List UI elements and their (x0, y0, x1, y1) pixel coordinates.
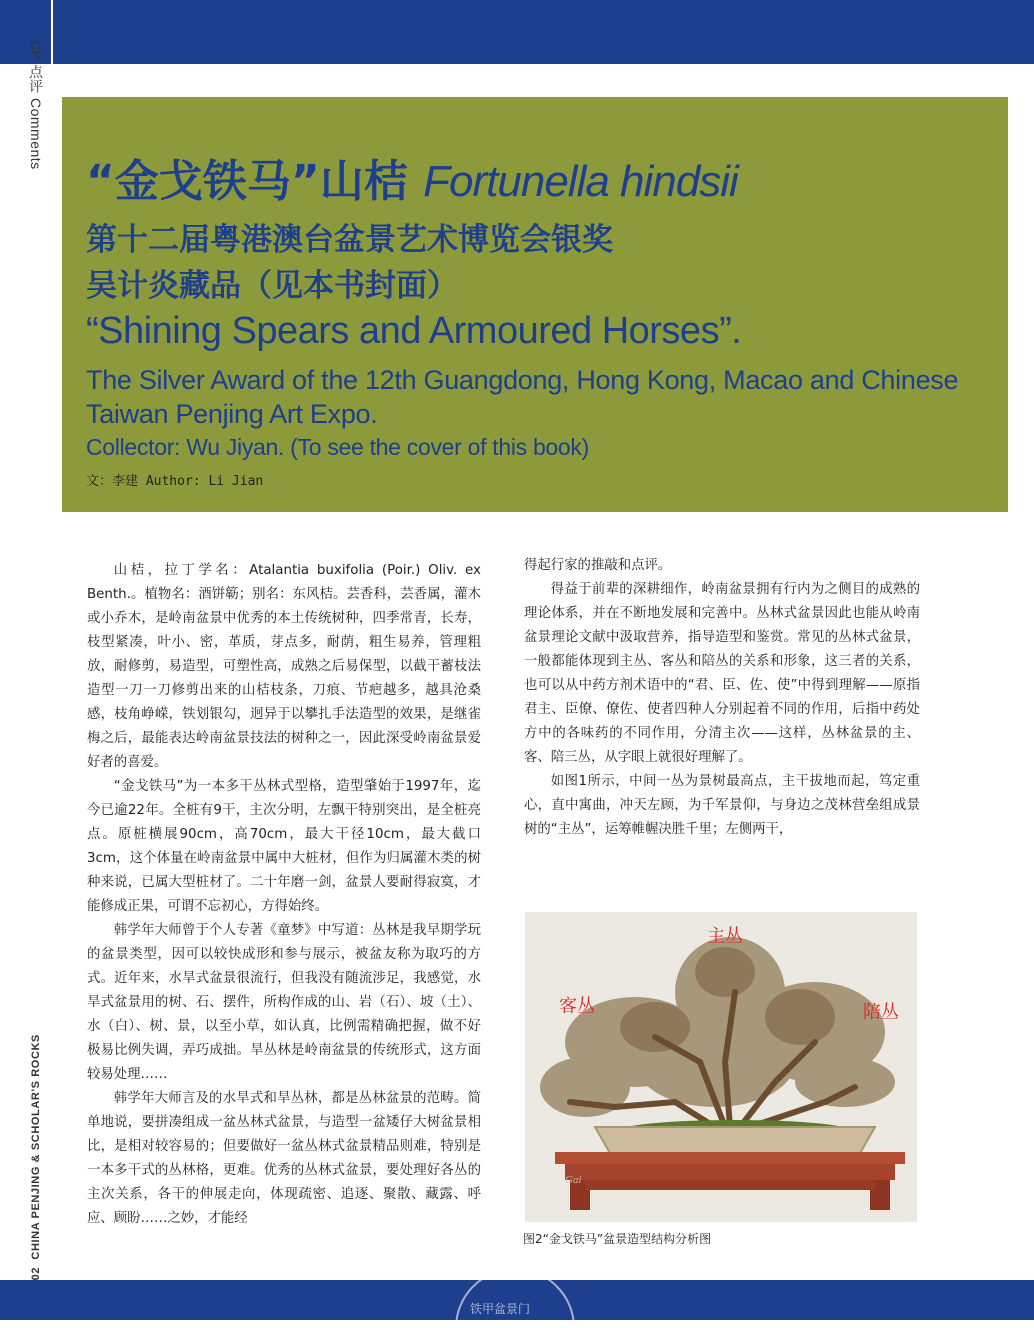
paragraph: “金戈铁马”为一本多干丛林式型格，造型肇始于1997年，迄今已逾22年。全桩有9干，主次分明，左飘干特别突出，是全桩亮点。原桩横展90cm，高70cm，最大干径10cm，最大截口3cm，这个体量在岭南盆景中属中大桩材，但作为归属灌木类的树种来说，已属大型桩材了。二十年磨一剑，盆景人要耐得寂寞，才能修成正果，可谓不忘初心，方得始终。 (87, 779, 481, 914)
bonsai-figure (525, 912, 917, 1222)
magazine-title: CHINA PENJING & SCHOLAR'S ROCKS (30, 1033, 42, 1260)
title-panel (62, 97, 1008, 512)
figure-caption: 图2“金戈铁马”盆景造型结构分析图 (523, 1232, 712, 1246)
title-latin-name: Fortunella hindsii (423, 157, 738, 206)
subtitle-award-english: The Silver Award of the 12th Guangdong, Hong Kong, Macao and Chinese Taiwan Penjing Art Expo. (86, 365, 959, 429)
label-main-cluster: 主丛 (707, 926, 743, 947)
title-chinese (86, 145, 738, 209)
paragraph: 韩学年大师曾于个人专著《童梦》中写道：丛林是我早期学玩的盆景类型，因可以较快成形和参与展示，被盆友称为取巧的方式。近年来，水旱式盆景很流行，但我没有随流涉足，我感觉，水旱式盆景用的树、石、摆件，所构作成的山、岩（石）、坡（土）、水（白）、树、景，以至小草，如认真，比例需精确把握，做不好极易比例失调，弄巧成拙。旱丛林是岭南盆景的传统形式，这方面较易处理…… (87, 923, 481, 1082)
body-column-left (87, 559, 481, 1231)
section-tab (24, 40, 48, 210)
section-tab-label: CP 点评 Comments (28, 40, 44, 170)
paragraph: 韩学年大师言及的水旱式和旱丛林，都是丛林盆景的范畴。简单地说，要拼凑组成一盆丛林式盆景，与造型一盆矮仔大树盆景相比，是相对较容易的；但要做好一盆丛林式盆景精品则难，特别是一本多干式的丛林格，更难。优秀的丛林式盆景，要处理好各丛的主次关系，各干的伸展走向，体现疏密、追逐、聚散、藏露、呼应、顾盼……之妙，才能经 (87, 1091, 481, 1226)
page-number: 02 (30, 1266, 42, 1280)
body-column-right (524, 554, 920, 842)
magazine-side-text (30, 1034, 42, 1280)
subtitle-award-chinese: 第十二届粤港澳台盆景艺术博览会银奖 (86, 222, 613, 258)
watermark-seal-icon (455, 1268, 575, 1328)
paragraph: 如图1所示，中间一丛为景树最高点，主干拔地而起，笃定重心，直中寓曲，冲天左顾，为千军景仰，与身边之茂林营垒组成景树的“主丛”，运筹帷幄决胜千里；左侧两干， (524, 774, 920, 837)
watermark-text: 铁甲盆景门 (470, 1302, 531, 1316)
paragraph: 得益于前辈的深耕细作，岭南盆景拥有行内为之侧目的成熟的理论体系，并在不断地发展和完善中。丛林式盆景因此也能从岭南盆景理论文献中汲取营养，指导造型和鉴赏。常见的丛林式盆景，一般都能体现到主丛、客丛和陪丛的关系和形象，这三者的关系，也可以从中药方剂术语中的“君、臣、佐、使”中得到理解——原指君主、臣僚、僚佐、使者四种人分别起着不同的作用，后指中药处方中的各味药的不同作用，分清主次——这样，丛林盆景的主、客、陪三丛，从字眼上就很好理解了。 (524, 582, 920, 765)
side-divider (51, 0, 53, 64)
subtitle-collector-chinese: 吴计炎藏品（见本书封面） (86, 268, 458, 304)
paragraph: 得起行家的推敲和点评。 (524, 558, 672, 573)
title-chinese-text: “金戈铁马”山桔 (86, 156, 408, 207)
photo-signature: Gai (565, 1174, 582, 1186)
author-line: 文：李建 Author: Li Jian (86, 474, 264, 489)
title-english: “Shining Spears and Armoured Horses”. (86, 310, 742, 352)
label-companion-cluster: 陪丛 (863, 1002, 899, 1023)
magazine-side-label (24, 1010, 48, 1280)
top-color-band (0, 0, 1034, 64)
bonsai-illustration (525, 912, 917, 1222)
label-guest-cluster: 客丛 (559, 996, 595, 1017)
paragraph: 山桔，拉丁学名：Atalantia buxifolia (Poir.) Oliv. ex Benth.。植物名：酒饼簕；别名：东风桔。芸香科，芸香属，灌木或小乔木，是岭南盆景中优秀的本土传统树种，四季常青，长寿，枝型紧凑，叶小、密，革质，芽点多，耐荫，粗生易养，管理粗放，耐修剪，易造型，可塑性高，成熟之后易保型，以截干蓄枝法造型一刀一刀修剪出来的山桔枝条，刀痕、节疤越多，越具沧桑感，枝角峥嵘，铁划银勾，迥异于以攀扎手法造型的效果，是继雀梅之后，最能表达岭南盆景技法的树种之一，因此深受岭南盆景爱好者的喜爱。 (87, 563, 481, 770)
subtitle-collector-english: Collector: Wu Jiyan. (To see the cover of this book) (86, 434, 589, 460)
